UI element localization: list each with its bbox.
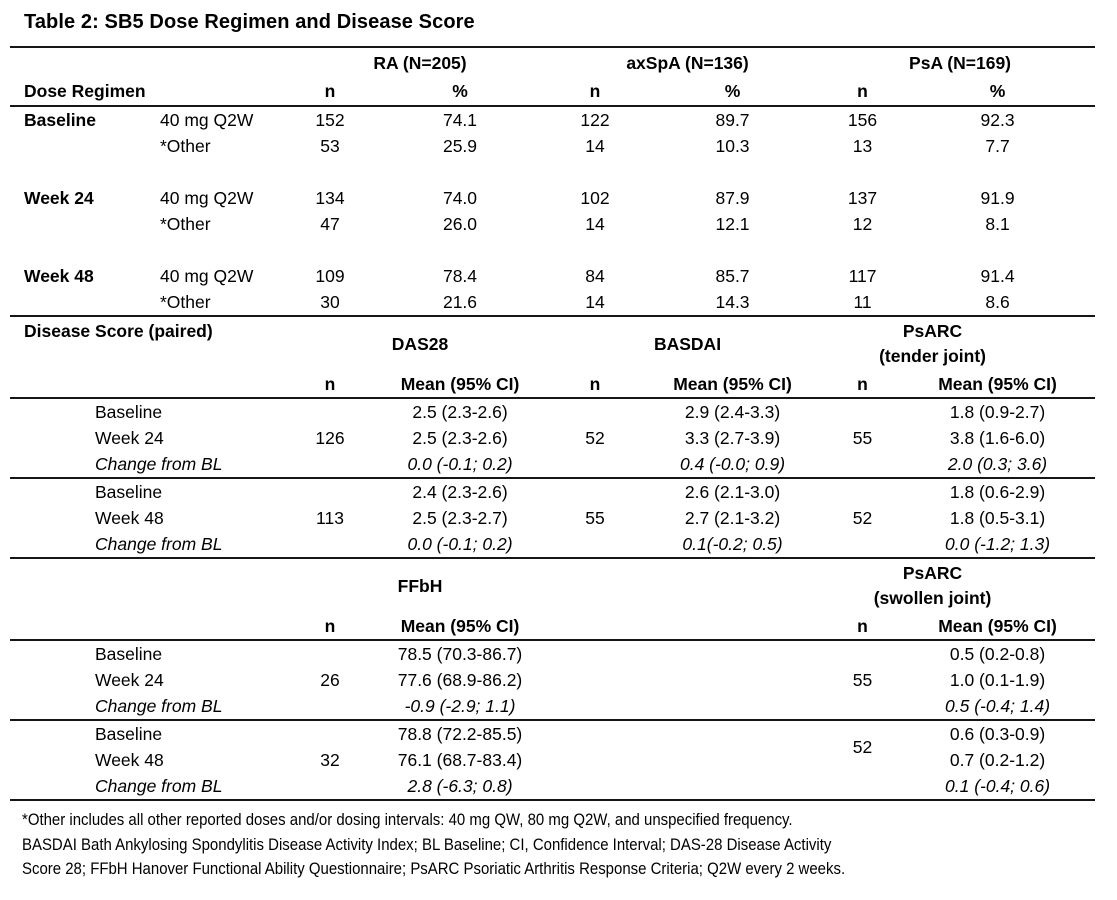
col-mean-header: Mean (95% CI) — [900, 371, 1095, 398]
table-title: Table 2: SB5 Dose Regimen and Disease Score — [24, 11, 475, 33]
dose-label: *Other — [160, 136, 211, 156]
table-row — [10, 289, 1095, 316]
mean-value: 0.0 (-0.1; 0.2) — [407, 454, 513, 474]
spacer-cell — [10, 371, 290, 398]
col-n-header: n — [550, 371, 640, 398]
value-cell: 117 — [848, 266, 877, 286]
mean-value: 2.0 (0.3; 3.6) — [947, 454, 1048, 474]
col-mean-header: Mean (95% CI) — [370, 371, 550, 398]
cohort-header-axspa: axSpA (N=136) — [626, 52, 749, 73]
spacer-cell — [10, 47, 290, 77]
dose-disease-table — [10, 46, 1095, 801]
mean-value: 0.5 (0.2-0.8) — [949, 644, 1046, 664]
score-header-ffbh: FFbH — [290, 558, 550, 613]
cohort-header-row — [10, 47, 1095, 77]
score-header-psarc-swollen — [825, 558, 1095, 613]
value-cell: 102 — [580, 188, 610, 208]
value-cell: 109 — [315, 266, 345, 286]
dose-label: 40 mg Q2W — [160, 266, 254, 286]
n-value: 26 — [320, 670, 340, 690]
col-n-header: n — [825, 77, 900, 106]
n-value: 55 — [852, 670, 873, 690]
footnotes — [22, 808, 1117, 882]
n-value: 55 — [550, 478, 640, 558]
score-header-basdai: BASDAI — [550, 316, 825, 371]
value-cell: 91.9 — [980, 188, 1015, 208]
value-cell: 14 — [585, 292, 605, 312]
table-row — [10, 720, 1095, 747]
value-cell: 14 — [585, 214, 605, 234]
n-mean-header-row — [10, 371, 1095, 398]
mean-value: 2.6 (2.1-3.0) — [640, 478, 825, 505]
value-cell: 8.6 — [985, 292, 1010, 312]
dose-regimen-header: Dose Regimen — [10, 77, 290, 106]
col-n-header: n — [290, 77, 370, 106]
n-value: 52 — [825, 720, 900, 773]
value-cell: 152 — [315, 110, 345, 130]
mean-value: 78.8 (72.2-85.5) — [370, 720, 550, 747]
mean-value: 2.5 (2.3-2.6) — [412, 402, 508, 422]
value-cell: 8.1 — [985, 214, 1010, 234]
value-cell: 78.4 — [442, 266, 478, 286]
spacer-cell — [550, 720, 825, 800]
row-label-week48: Week 48 — [24, 266, 94, 286]
spacer-cell — [550, 558, 825, 613]
mean-value: 1.8 (0.9-2.7) — [949, 402, 1046, 422]
mean-value: 0.0 (-1.2; 1.3) — [945, 534, 1051, 554]
table-row — [10, 106, 1095, 133]
ffbh-header-row — [10, 558, 1095, 613]
col-n-header: n — [290, 371, 370, 398]
n-value: 52 — [825, 478, 900, 558]
score-header-psarc-tender — [825, 316, 1095, 371]
mean-value: 0.1 (-0.4; 0.6) — [945, 776, 1051, 796]
mean-value: 76.1 (68.7-83.4) — [397, 750, 523, 770]
table-row — [10, 478, 1095, 505]
value-cell: 12 — [852, 214, 873, 234]
col-mean-header: Mean (95% CI) — [370, 613, 550, 640]
disease-score-section-title: Disease Score (paired) — [10, 316, 290, 371]
mean-value: 0.0 (-0.1; 0.2) — [407, 534, 513, 554]
dose-subheader-row — [10, 77, 1095, 106]
dose-label: 40 mg Q2W — [160, 188, 254, 208]
value-cell: 85.7 — [715, 266, 750, 286]
value-cell: 10.3 — [715, 136, 750, 156]
spacer-cell — [10, 237, 1095, 263]
row-label-week24: Week 24 — [24, 188, 94, 208]
mean-value: 0.5 (-0.4; 1.4) — [945, 696, 1051, 716]
mean-value: 78.5 (70.3-86.7) — [397, 644, 523, 664]
disease-score-header-row — [10, 316, 1095, 371]
score-header-line1: PsARC — [902, 321, 963, 341]
dose-label: 40 mg Q2W — [160, 110, 254, 130]
spacer-cell — [10, 133, 140, 159]
value-cell: 7.7 — [985, 136, 1010, 156]
dose-label: *Other — [160, 292, 211, 312]
spacer-cell — [10, 211, 140, 237]
spacer-cell — [10, 613, 290, 640]
value-cell: 14.3 — [715, 292, 750, 312]
value-cell: 12.1 — [715, 214, 750, 234]
cohort-header-ra: RA (N=205) — [373, 52, 467, 73]
footnote-line: BASDAI Bath Ankylosing Spondylitis Disease Activity Index; BL Baseline; CI, Confidence Interval; DAS-28 Disease Activity — [22, 834, 832, 854]
mean-value: 0.1(-0.2; 0.5) — [682, 534, 783, 554]
mean-value: 2.4 (2.3-2.6) — [370, 478, 550, 505]
value-cell: 14 — [585, 136, 605, 156]
n-value: 32 — [290, 720, 370, 800]
footnote-line: Score 28; FFbH Hanover Functional Ability Questionnaire; PsARC Psoriatic Arthritis Response Criteria; Q2W every 2 weeks. — [22, 859, 846, 878]
score-header-line2: (swollen joint) — [873, 588, 992, 608]
timepoint-label: Week 24 — [95, 670, 164, 690]
mean-value: -0.9 (-2.9; 1.1) — [404, 696, 516, 716]
change-label: Change from BL — [95, 696, 223, 716]
score-header-line2: (tender joint) — [879, 346, 986, 366]
mean-value: 2.8 (-6.3; 0.8) — [407, 776, 513, 796]
gap-row — [10, 159, 1095, 185]
col-n-header: n — [290, 613, 370, 640]
row-label-baseline: Baseline — [24, 110, 96, 130]
col-pct-header: % — [900, 77, 1095, 106]
spacer-cell — [10, 558, 290, 613]
value-cell: 156 — [847, 110, 878, 130]
spacer-cell — [10, 289, 140, 316]
mean-value: 0.4 (-0.0; 0.9) — [679, 454, 786, 474]
timepoint-label: Baseline — [95, 402, 163, 422]
mean-value: 1.8 (0.5-3.1) — [949, 508, 1046, 528]
value-cell: 53 — [320, 136, 340, 156]
value-cell: 13 — [852, 136, 873, 156]
col-n-header: n — [825, 371, 900, 398]
value-cell: 74.1 — [442, 110, 478, 130]
spacer-cell — [10, 159, 1095, 185]
n-value: 126 — [315, 428, 345, 448]
table-row — [10, 640, 1095, 667]
dose-label: *Other — [160, 214, 211, 234]
n-value: 113 — [290, 478, 370, 558]
table-row — [10, 263, 1095, 289]
table-row — [10, 398, 1095, 425]
timepoint-label: Baseline — [10, 720, 290, 747]
value-cell: 30 — [320, 292, 340, 312]
score-header-das28: DAS28 — [290, 316, 550, 371]
col-n-header: n — [550, 77, 640, 106]
mean-value: 0.7 (0.2-1.2) — [949, 750, 1046, 770]
timepoint-label: Week 48 — [95, 508, 164, 528]
value-cell: 47 — [320, 214, 340, 234]
value-cell: 91.4 — [980, 266, 1015, 286]
value-cell: 21.6 — [442, 292, 478, 312]
col-mean-header: Mean (95% CI) — [900, 613, 1095, 640]
spacer-cell — [550, 613, 825, 640]
value-cell: 87.9 — [715, 188, 750, 208]
value-cell: 11 — [853, 292, 872, 312]
mean-value: 3.8 (1.6-6.0) — [949, 428, 1046, 448]
change-label: Change from BL — [95, 776, 223, 796]
n-mean-header-row — [10, 613, 1095, 640]
mean-value: 2.5 (2.3-2.7) — [412, 508, 508, 528]
change-label: Change from BL — [95, 454, 223, 474]
score-header-line1: PsARC — [902, 563, 963, 583]
spacer-cell — [550, 640, 825, 720]
spacer-cell — [825, 773, 900, 800]
mean-value: 2.9 (2.4-3.3) — [684, 402, 781, 422]
value-cell: 137 — [847, 188, 878, 208]
table-row — [10, 211, 1095, 237]
col-mean-header: Mean (95% CI) — [640, 371, 825, 398]
col-pct-header: % — [370, 77, 550, 106]
mean-value: 77.6 (68.9-86.2) — [397, 670, 523, 690]
value-cell: 89.7 — [715, 110, 750, 130]
mean-value: 2.5 (2.3-2.6) — [412, 428, 508, 448]
value-cell: 25.9 — [442, 136, 478, 156]
gap-row — [10, 237, 1095, 263]
mean-value: 3.3 (2.7-3.9) — [684, 428, 781, 448]
change-label: Change from BL — [95, 534, 223, 554]
timepoint-label: Week 24 — [95, 428, 164, 448]
mean-value: 0.6 (0.3-0.9) — [900, 720, 1095, 747]
value-cell: 84 — [585, 266, 605, 286]
n-value: 55 — [852, 428, 873, 448]
mean-value: 1.8 (0.6-2.9) — [900, 478, 1095, 505]
table-row — [10, 133, 1095, 159]
mean-value: 1.0 (0.1-1.9) — [949, 670, 1046, 690]
n-value: 52 — [585, 428, 605, 448]
value-cell: 26.0 — [442, 214, 478, 234]
col-pct-header: % — [640, 77, 825, 106]
timepoint-label: Baseline — [95, 644, 163, 664]
mean-value: 2.7 (2.1-3.2) — [684, 508, 781, 528]
cohort-header-psa: PsA (N=169) — [909, 52, 1012, 73]
timepoint-label: Week 48 — [95, 750, 164, 770]
value-cell: 74.0 — [442, 188, 478, 208]
col-n-header: n — [825, 613, 900, 640]
table-row — [10, 185, 1095, 211]
footnote-line: *Other includes all other reported doses and/or dosing intervals: 40 mg QW, 80 mg Q2W, and unspecified frequency. — [22, 810, 793, 829]
value-cell: 134 — [315, 188, 345, 208]
value-cell: 92.3 — [980, 110, 1015, 130]
timepoint-label: Baseline — [10, 478, 290, 505]
value-cell: 122 — [580, 110, 610, 130]
